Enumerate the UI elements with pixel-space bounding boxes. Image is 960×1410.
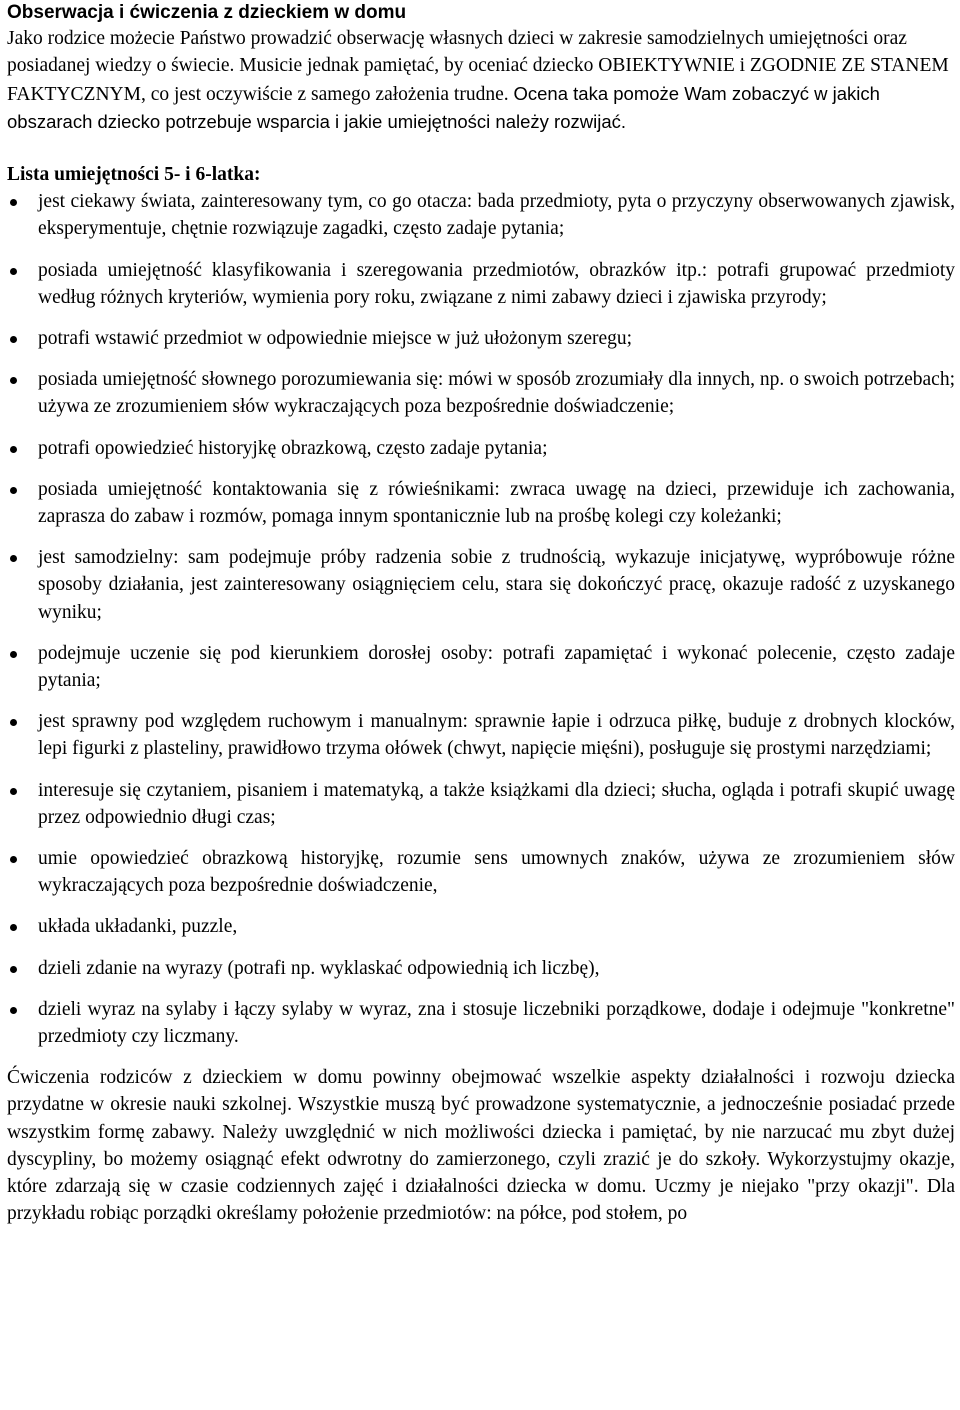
list-item-text: jest ciekawy świata, zainteresowany tym, co go otacza: bada przedmioty, pyta o przyczyny obserwowanych zjawisk, eksperymentuje, chętnie rozwiązuje zagadki, często zadaje pytania; <box>38 191 955 240</box>
bullet-icon <box>10 1007 17 1014</box>
bullet-icon <box>10 446 17 453</box>
bullet-icon <box>10 856 17 863</box>
bullet-icon <box>10 377 17 384</box>
document-title: Obserwacja i ćwiczenia z dzieckiem w domu <box>7 2 407 23</box>
list-item <box>7 640 955 694</box>
document-page <box>7 0 955 1227</box>
list-item <box>7 476 955 530</box>
bullet-icon <box>10 788 17 795</box>
closing-paragraph: Ćwiczenia rodziców z dzieckiem w domu powinny obejmować wszelkie aspekty działalności i rozwoju dziecka przydatne w okresie nauki szkolnej. Wszystkie muszą być prowadzone systematycznie, a jednocześnie posiadać przede wszystkim formę zabawy. Należy uwzględnić w nich możliwości dziecka i pamiętać, by nie narzucać mu zbyt dużej dyscypliny, bo możemy osiągnąć efekt odwrotny do zamierzonego, czyli zrazić je do szkoły. Wykorzystujmy okazje, które zdarzają się w czasie codziennych zajęć i działalności dziecka w domu. Uczmy je niejako "przy okazji". Dla przykładu robiąc porządki określamy położenie przedmiotów: na półce, pod stołem, po <box>7 1067 955 1225</box>
list-item-text: posiada umiejętność klasyfikowania i szeregowania przedmiotów, obrazków itp.: potrafi grupować przedmioty według różnych kryteriów, wymienia pory roku, związane z nimi zabawy dzieci i zjawiska przyrody; <box>38 259 955 308</box>
list-item <box>7 366 955 420</box>
list-item-text: interesuje się czytaniem, pisaniem i matematyką, a także książkami dla dzieci; słucha, ogląda i potrafi skupić uwagę przez odpowiednio długi czas; <box>38 779 955 828</box>
list-item-text: posiada umiejętność słownego porozumiewania się: mówi w sposób zrozumiały dla innych, np. o swoich potrzebach; używa ze zrozumieniem słów wykraczających poza bezpośrednie doświadczenie; <box>38 369 955 418</box>
list-item-text: układa układanki, puzzle, <box>38 916 238 938</box>
list-item-text: potrafi wstawić przedmiot w odpowiednie miejsce w już ułożonym szeregu; <box>38 328 633 349</box>
list-item <box>7 996 955 1050</box>
intro-text-sans: Ocena taka pomoże Wam zobaczyć w jakich obszarach dziecko potrzebuje wsparcia i jakie umiejętności należy rozwijać. <box>7 82 880 132</box>
list-item-text: jest sprawny pod względem ruchowym i manualnym: sprawnie łapie i odrzuca piłkę, buduje z drobnych klocków, lepi figurki z plasteliny, prawidłowo trzyma ołówek (chwyt, napięcie mięśni), posługuje się prostymi narzędziami; <box>38 711 955 760</box>
list-item <box>7 435 955 462</box>
list-item-text: podejmuje uczenie się pod kierunkiem dorosłej osoby: potrafi zapamiętać i wykonać polecenie, często zadaje pytania; <box>38 642 955 692</box>
list-item-text: dzieli wyraz na sylaby i łączy sylaby w wyraz, zna i stosuje liczebniki porządkowe, dodaje i odejmuje "konkretne" przedmioty czy liczmany. <box>38 998 955 1048</box>
intro-text-serif: Jako rodzice możecie Państwo prowadzić obserwację własnych dzieci w zakresie samodzielnych umiejętności oraz posiadanej wiedzy o świecie. Musicie jednak pamiętać, by oceniać dziecko OBIEKTYWNIE i ZGODNIE ZE STANEM FAKTYCZNYM, co jest oczywiście z samego założenia trudne. <box>7 28 949 105</box>
list-item-text: potrafi opowiedzieć historyjkę obrazkową, często zadaje pytania; <box>38 437 548 459</box>
list-item <box>7 708 955 762</box>
list-item-text: dzieli zdanie na wyrazy (potrafi np. wyklaskać odpowiednią ich liczbę), <box>38 957 600 979</box>
bullet-icon <box>10 966 17 973</box>
list-item-text: jest samodzielny: sam podejmuje próby radzenia sobie z trudnością, wykazuje inicjatywę, wypróbowuje różne sposoby działania, jest zainteresowany osiągnięciem celu, stara się dokończyć pracę, okazuje radość z uzyskanego wyniku; <box>38 547 955 623</box>
intro-paragraph <box>7 25 955 136</box>
list-item <box>7 845 955 899</box>
list-item-text: umie opowiedzieć obrazkową historyjkę, rozumie sens umownych znaków, używa ze zrozumieniem słów wykraczających poza bezpośrednie doświadczenie, <box>38 848 955 897</box>
skills-list-heading: Lista umiejętności 5- i 6-latka: <box>7 164 261 186</box>
bullet-icon <box>10 268 17 275</box>
list-item <box>7 188 955 242</box>
bullet-icon <box>10 199 17 206</box>
list-item-text: posiada umiejętność kontaktowania się z rówieśnikami: zwraca uwagę na dzieci, przewiduje ich zachowania, zaprasza do zabaw i rozmów, pomaga innym spontanicznie lub na prośbę kolegi czy koleżanki; <box>38 478 955 528</box>
list-item <box>7 325 955 352</box>
bullet-icon <box>10 651 17 658</box>
bullet-icon <box>10 924 17 931</box>
list-item <box>7 257 955 311</box>
list-item <box>7 913 955 940</box>
bullet-icon <box>10 555 17 562</box>
bullet-icon <box>10 487 17 494</box>
bullet-icon <box>10 719 17 726</box>
list-item <box>7 777 955 831</box>
skills-list <box>7 188 955 1050</box>
list-item <box>7 955 955 982</box>
bullet-icon <box>10 336 17 343</box>
list-item <box>7 544 955 626</box>
